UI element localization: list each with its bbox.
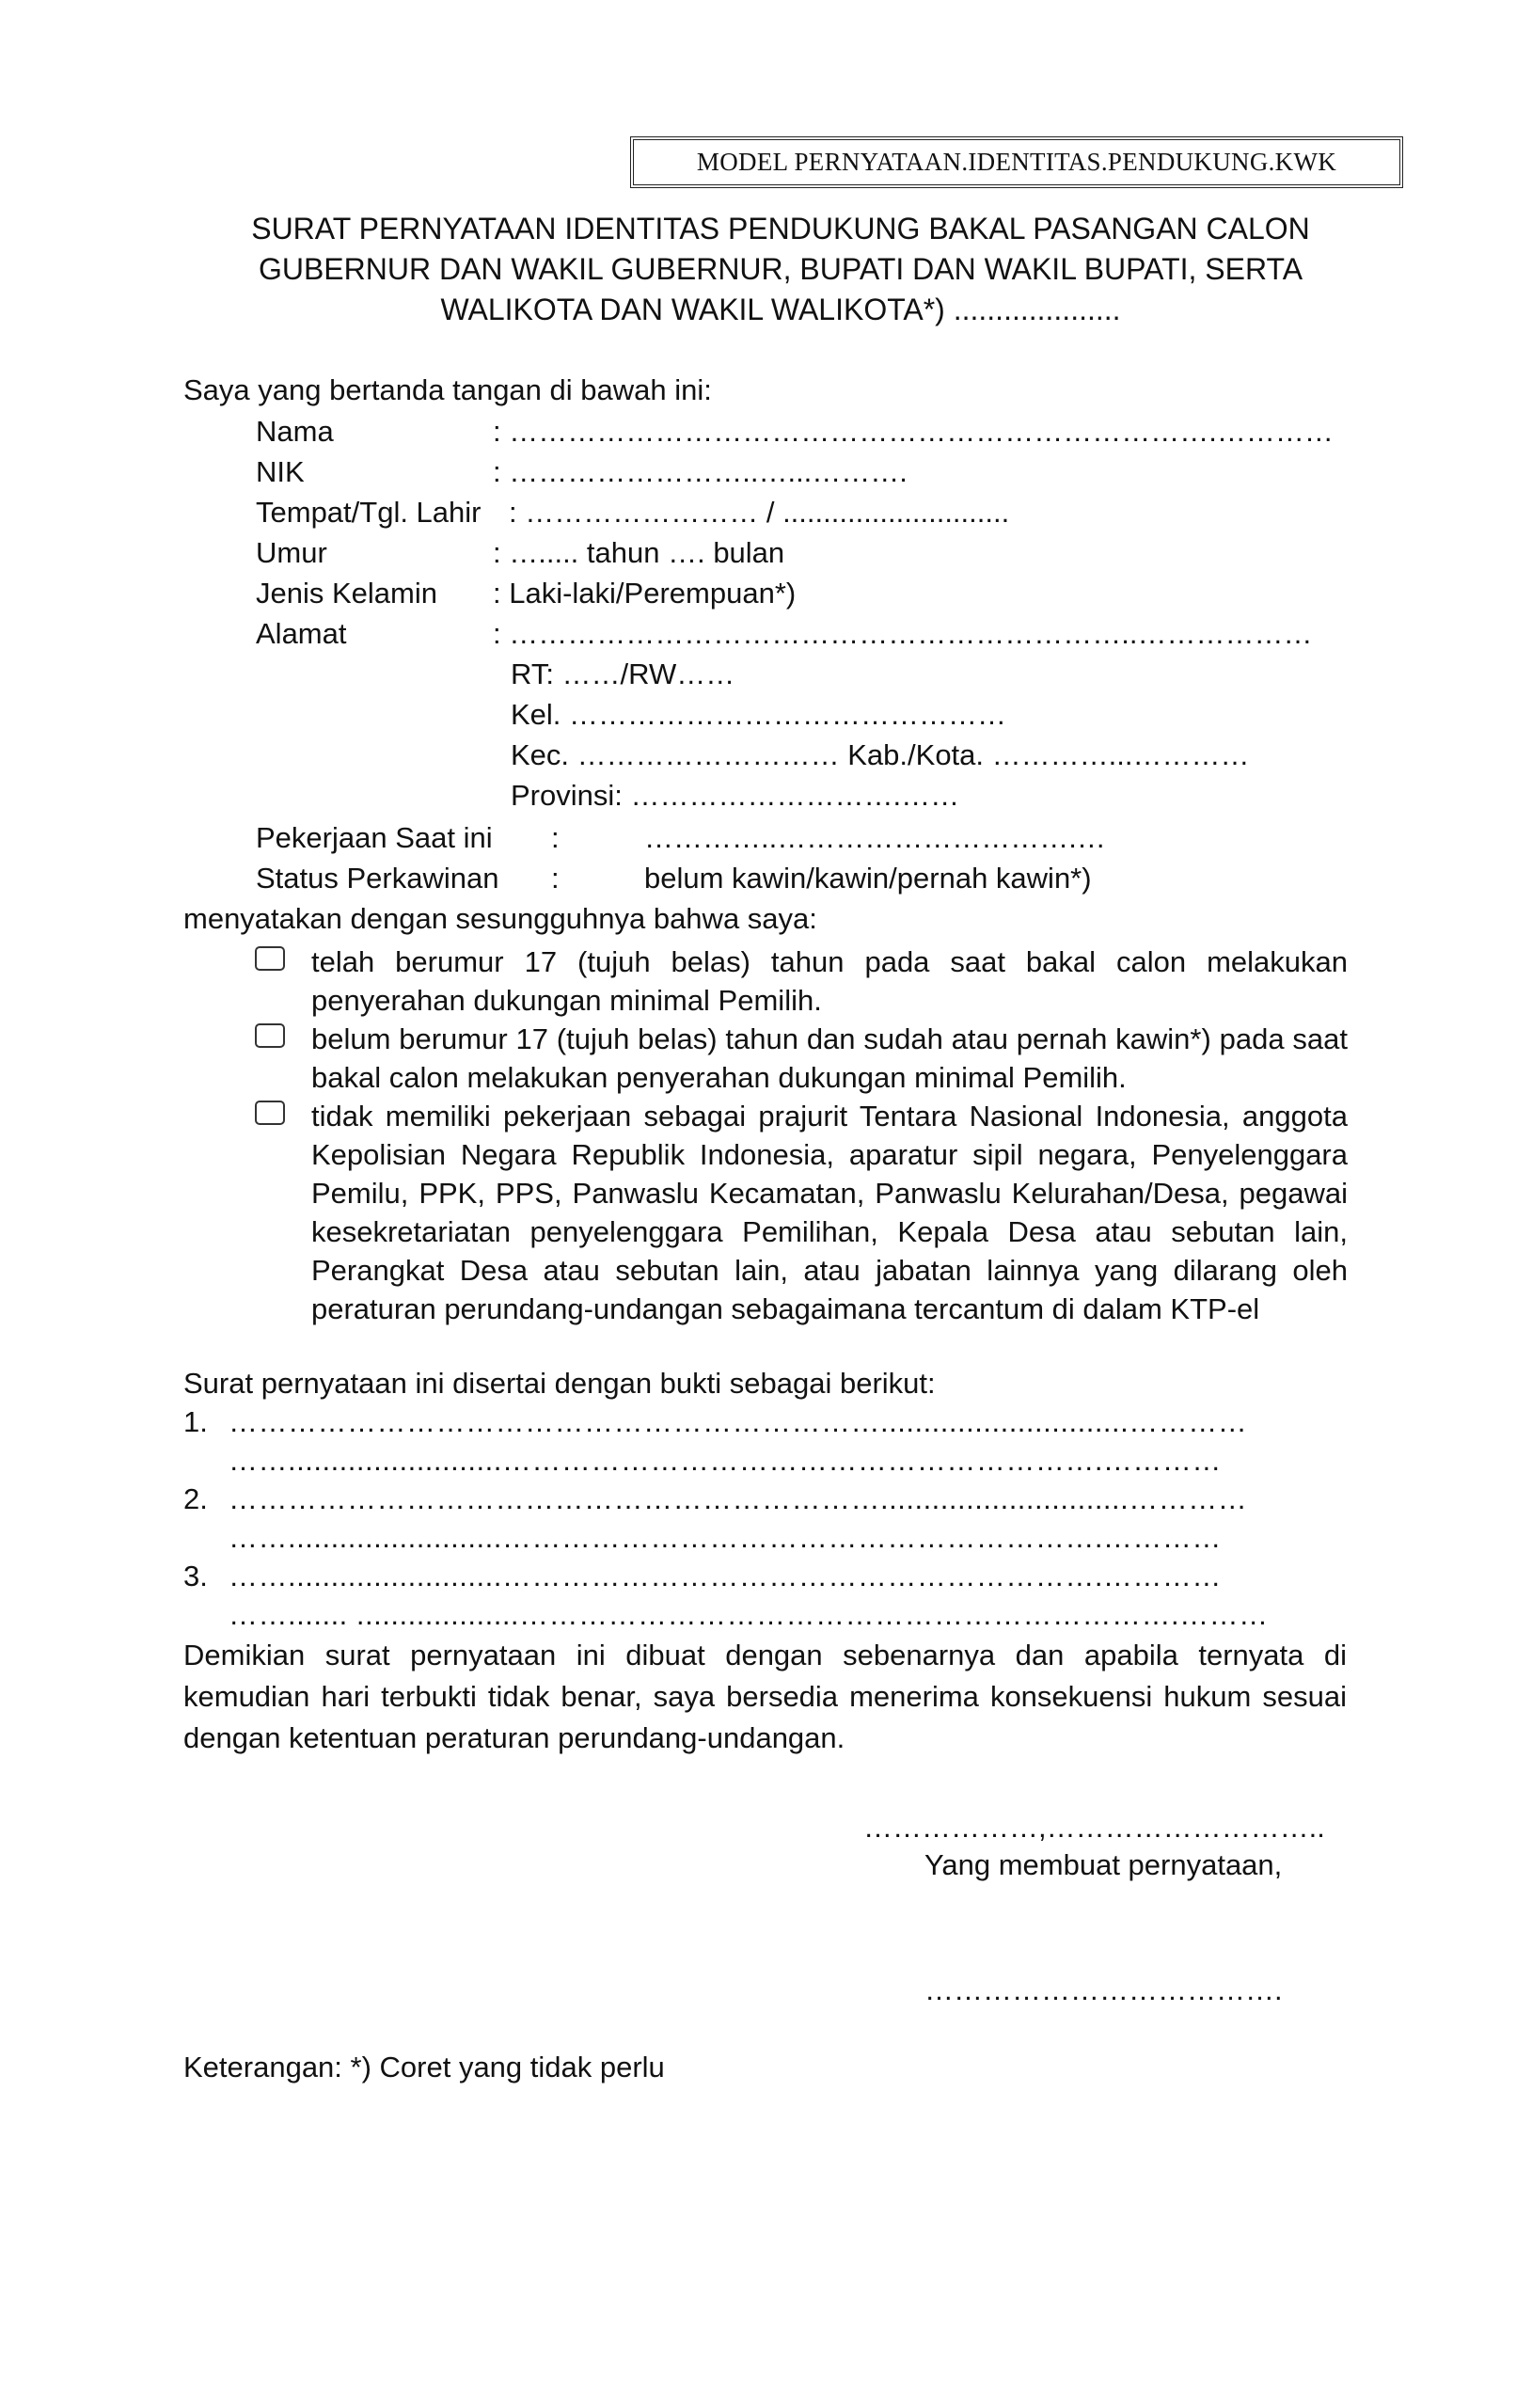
field-nik[interactable]: : ……………………..…...………. [493,455,908,488]
evidence-2-line-1[interactable]: ………………………………………………………….............................………… [229,1482,1248,1515]
field-jenis-kelamin[interactable]: : Laki-laki/Perempuan*) [493,577,797,610]
evidence-number-3: 3. [183,1560,208,1592]
label-pekerjaan: Pekerjaan Saat ini [256,821,493,854]
label-umur: Umur [256,536,327,569]
intro-text: Saya yang bertanda tangan di bawah ini: [183,373,712,406]
place-date-field[interactable]: ………………,……………………….. [863,1811,1325,1844]
document-title [169,209,1392,330]
field-nama[interactable]: : ……………………………………………………………….………… [493,415,1334,448]
checklist-text: tidak memiliki pekerjaan sebagai prajurit Tentara Nasional Indonesia, anggota Kepolisian Negara Republik Indonesia, aparatur sipil negara, Penyelenggara Pemilu, PPK, PPS, Panwaslu Kecamatan, Panwaslu Kelurahan/Desa, pegawai kesekretariatan penyelenggara Pemilihan, Kepala Desa atau sebutan lain, Perangkat Desa atau sebutan lain, atau jabatan lainnya yang dilarang oleh peraturan perundang-undangan sebagaimana tercantum di dalam KTP-el [311,1100,1348,1325]
evidence-number-2: 2. [183,1482,208,1515]
label-status-perkawinan: Status Perkawinan [256,862,499,895]
label-nik: NIK [256,455,305,488]
field-rt-rw[interactable]: RT: ……/RW…… [511,657,735,690]
model-code-box [630,136,1403,188]
field-status-perkawinan[interactable]: belum kawin/kawin/pernah kawin*) [644,862,1092,895]
evidence-3-line-1[interactable]: …….........................…………………………………………………….………… [229,1560,1222,1592]
evidence-1-line-2[interactable]: …….........................…………………………………………………….………… [229,1444,1222,1477]
evidence-number-1: 1. [183,1405,208,1438]
field-ttl[interactable]: : …………………… / ............................ [509,496,1010,529]
field-pekerjaan[interactable]: …………..………………………….… [644,821,1106,854]
checklist-text: telah berumur 17 (tujuh belas) tahun pada saat bakal calon melakukan penyerahan dukungan minimal Pemilih. [311,945,1348,1017]
footnote: Keterangan: *) Coret yang tidak perlu [183,2051,665,2083]
declaration-intro: menyatakan dengan sesungguhnya bahwa saya: [183,902,817,935]
checkbox-married[interactable] [255,1023,285,1048]
checklist-text: belum berumur 17 (tujuh belas) tahun dan sudah atau pernah kawin*) pada saat bakal calon melakukan penyerahan dukungan minimal Pemilih. [311,1022,1348,1094]
title-line-1: SURAT PERNYATAAN IDENTITAS PENDUKUNG BAKAL PASANGAN CALON [251,212,1310,246]
checkbox-no-prohibited-job[interactable] [255,1101,285,1125]
colon-status: : [551,862,560,895]
label-ttl: Tempat/Tgl. Lahir [256,496,482,529]
field-kelurahan[interactable]: Kel. ……………………………………… [511,698,1007,731]
checkbox-age-17[interactable] [255,946,285,971]
signature-label: Yang membuat pernyataan, [924,1848,1283,1881]
field-alamat[interactable]: : ………………………………………………………..……………… [493,617,1313,650]
title-line-2: GUBERNUR DAN WAKIL GUBERNUR, BUPATI DAN WAKIL BUPATI, SERTA [258,252,1303,286]
field-kec-kab[interactable]: Kec. ……………………… Kab./Kota. …………...………… [511,738,1250,771]
colon-pekerjaan: : [551,821,560,854]
label-jenis-kelamin: Jenis Kelamin [256,577,437,610]
field-umur[interactable]: : …..... tahun …. bulan [493,536,785,569]
evidence-1-line-1[interactable]: ………………………………………………………….............................………… [229,1405,1248,1438]
signature-name-field[interactable]: ………………………………. [924,1973,1283,2006]
label-nama: Nama [256,415,334,448]
field-provinsi[interactable]: Provinsi: ……………………….…… [511,779,960,812]
evidence-intro: Surat pernyataan ini disertai dengan bukti sebagai berikut: [183,1367,936,1400]
model-code: MODEL PERNYATAAN.IDENTITAS.PENDUKUNG.KWK [696,148,1337,176]
closing-statement: Demikian surat pernyataan ini dibuat dengan sebenarnya dan apabila ternyata di kemudian hari terbukti tidak benar, saya bersedia menerima konsekuensi hukum sesuai dengan ketentuan peraturan perundang-undangan. [183,1639,1347,1754]
title-line-3: WALIKOTA DAN WAKIL WALIKOTA*) .................... [440,293,1121,326]
evidence-2-line-2[interactable]: …….........................…………………………………………………….………… [229,1521,1222,1554]
label-alamat: Alamat [256,617,347,650]
evidence-3-line-2[interactable]: ……....... ...................………………………………………………………….……… [229,1598,1269,1631]
